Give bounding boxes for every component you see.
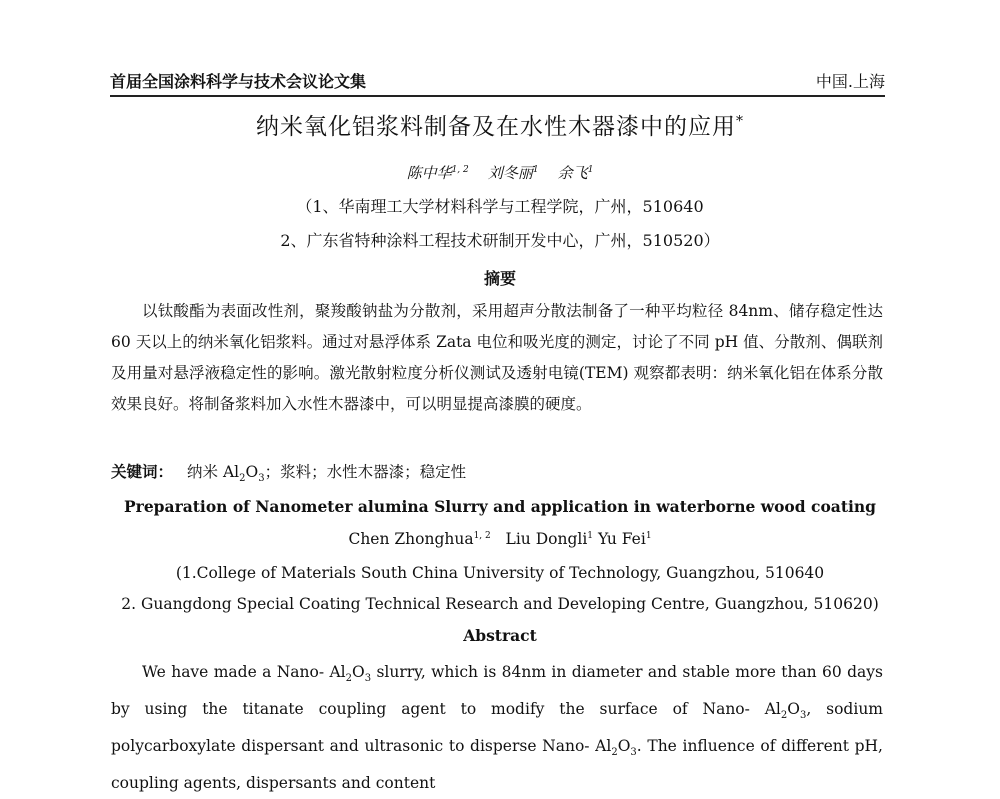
- author-affiliation-mark: 1, 2: [473, 530, 491, 541]
- abstract-heading-en: Abstract: [463, 626, 537, 645]
- running-header: [110, 66, 885, 97]
- author-name: 陈中华: [406, 164, 452, 182]
- proceedings-title: 首届全国涂料科学与技术会议论文集: [110, 72, 367, 91]
- english-author-list: [0, 530, 1000, 548]
- author-list: [0, 162, 1000, 183]
- abstract-heading-cn: 摘要: [483, 269, 516, 288]
- author-affiliation-mark: 1: [645, 530, 652, 541]
- abstract-body-cn: 以钛酸酯为表面改性剂，聚羧酸钠盐为分散剂，采用超声分散法制备了一种平均粒径 84nm、储存稳定性达 60 天以上的纳米氧化铝浆料。通过对悬浮体系 Zata 电位和吸光度的测定，讨论了不同 pH 值、分散剂、偶联剂及用量对悬浮液稳定性的影响。激光散射粒度分析仪测试及透射电镜(TEM) 观察都表明：纳米氧化铝在体系分散效果良好。将制备浆料加入水性木器漆中，可以明显提高漆膜的硬度。: [111, 302, 883, 413]
- author-affiliation-mark: 1: [587, 530, 594, 541]
- paper-title: [0, 108, 1000, 141]
- english-title: Preparation of Nanometer alumina Slurry and application in waterborne wood coating: [124, 497, 876, 516]
- keywords-label: 关键词：: [111, 462, 174, 481]
- author-name: 余飞: [557, 164, 588, 182]
- author-affiliation-mark: 1: [587, 165, 594, 175]
- affiliation-1: （1、华南理工大学材料科学与工程学院，广州，510640: [296, 197, 704, 216]
- author-name: Liu Dongli: [505, 530, 588, 548]
- english-affiliation-2: 2. Guangdong Special Coating Technical Research and Developing Centre, Guangzhou, 510620): [121, 595, 879, 613]
- affiliation-2: 2、广东省特种涂料工程技术研制开发中心，广州，510520）: [280, 231, 720, 250]
- paper-title-text: 纳米氧化铝浆料制备及在水性木器漆中的应用: [256, 114, 736, 140]
- author-name: Chen Zhonghua: [348, 530, 474, 548]
- abstract-body-en: We have made a Nano- $Al_2O_3$ slurry, which is 84nm in diameter and stable more than 60 days by using the titanate coupling agent to modify the surface of Nano- $Al_2O_3$, sodium polycarboxylate dispersant and ultrasonic to disperse Nano- $Al_2O_3$. The influence of different pH, coupling agents, dispersants and content: [111, 663, 883, 793]
- author-affiliation-mark: 1: [532, 165, 539, 175]
- title-footnote-mark: *: [736, 113, 744, 130]
- author-name: Yu Fei: [597, 530, 646, 548]
- english-affiliation-1: (1.College of Materials South China University of Technology, Guangzhou, 510640: [175, 564, 825, 582]
- keywords-line: 关键词： 纳米 $Al_2O_3$；浆料；水性木器漆；稳定性: [111, 462, 467, 485]
- author-name: 刘冬丽: [487, 164, 533, 182]
- conference-location: 中国.上海: [815, 72, 885, 91]
- author-affiliation-mark: 1, 2: [451, 165, 469, 175]
